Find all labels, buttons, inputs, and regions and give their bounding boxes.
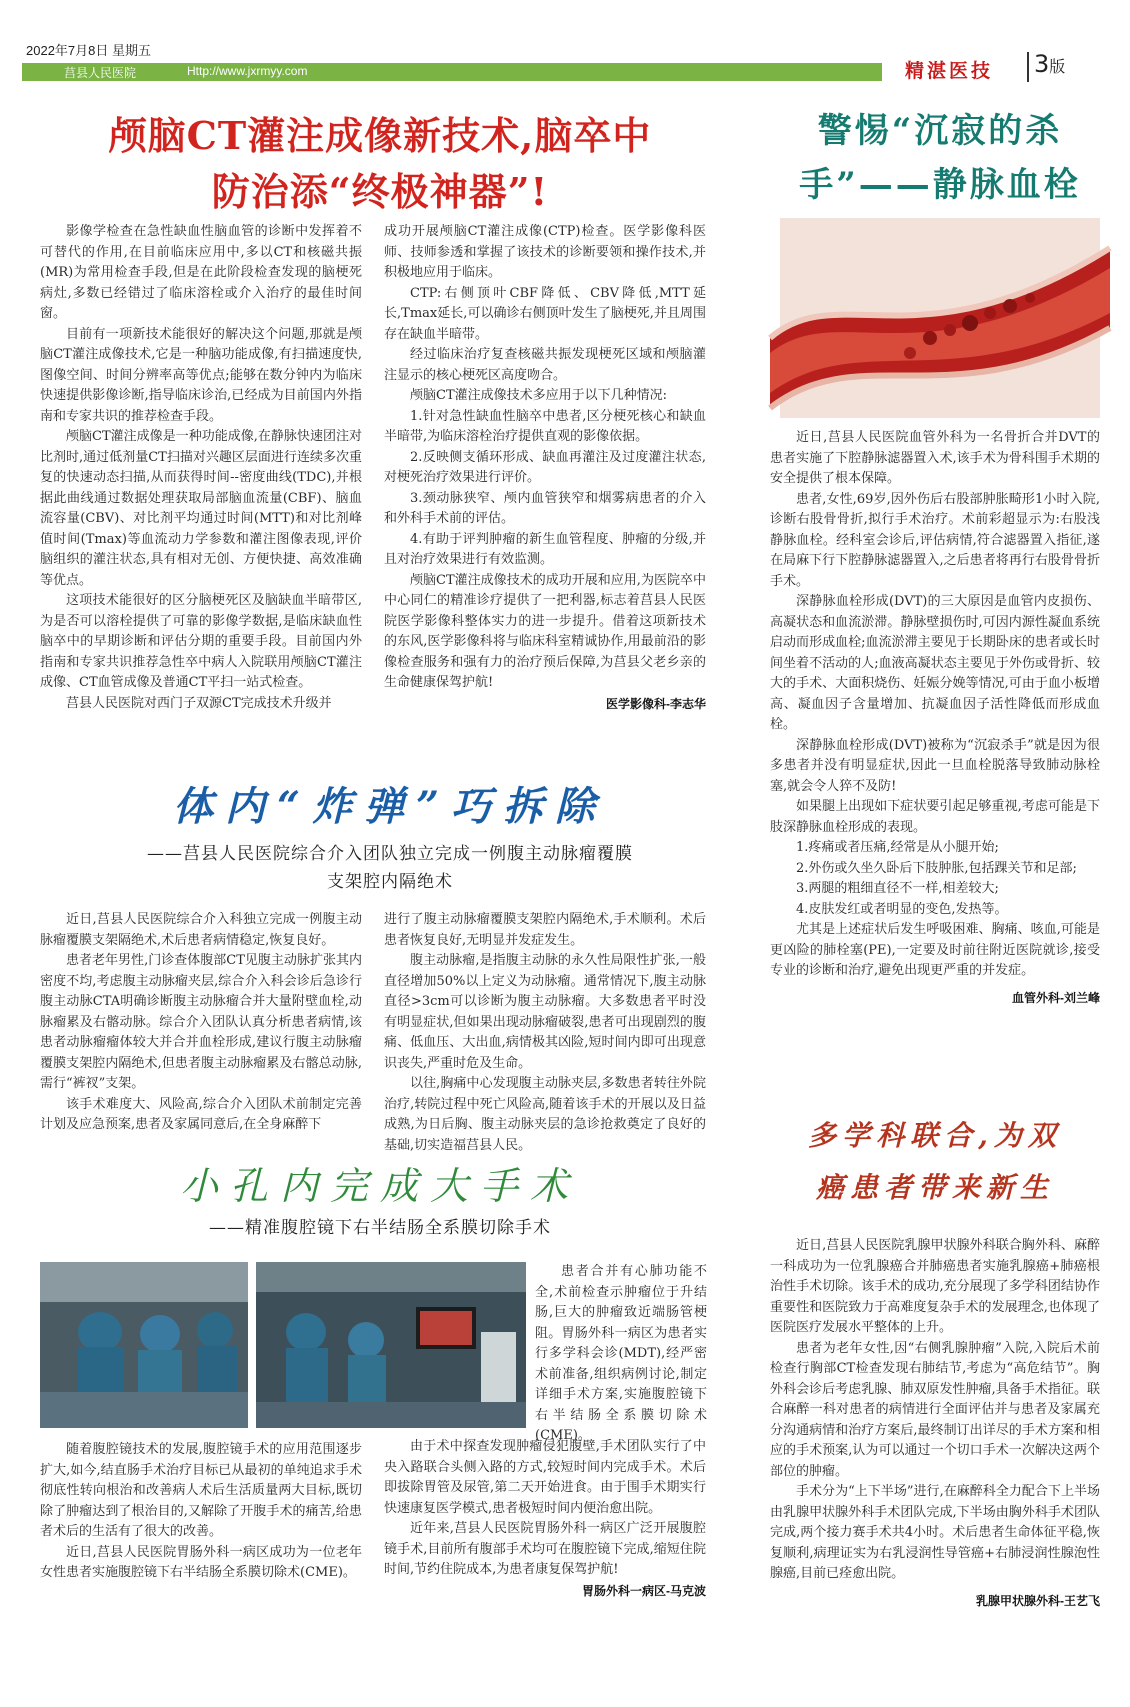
section-masthead: 精湛医技: [905, 60, 994, 82]
article3-subtitle: ——莒县人民医院综合介入团队独立完成一例腹主动脉瘤覆膜 支架腔内隔绝术: [147, 844, 633, 892]
hospital-url[interactable]: Http://www.jxrmyy.com: [187, 64, 308, 78]
article4-subtitle: ——精准腹腔镜下右半结肠全系膜切除手术: [209, 1218, 551, 1238]
article5-signature: 乳腺甲状腺外科-王艺飞: [976, 1593, 1100, 1608]
page-number: 3版: [1034, 50, 1066, 78]
article2-body: 近日,莒县人民医院血管外科为一名骨折合并DVT的患者实施了下腔静脉滤器置入术,该手术为骨科围手术期的安全提供了根本保障。 患者,女性,69岁,因外伤后右股部肿胀畸形1小时入院,诊断右股骨骨折,拟行手术治疗。术前彩超显示为:右股浅静脉血栓。经科室会诊后,评估病情,符合滤器置入指征,遂在局麻下行下腔静脉滤器置入,之后患者将再行右股骨骨折手术。 深静脉血栓形成(DVT)的三大原因是血管内皮损伤、高凝状态和血流淤滞。静脉壁损伤时,可因内源性凝血系统启动而形成血栓;血流淤滞主要见于长期卧床的患者或长时间坐着不活动的人;血液高凝状态主要见于外伤或骨折、较大的手术、大面积烧伤、妊娠分娩等情况,可由于血小板增高、凝血因子含量增加、抗凝血因子活性降低而形成血栓。 深静脉血栓形成(DVT)被称为“沉寂杀手”就是因为很多患者并没有明显症状,因此一旦血栓脱落导致肺动脉栓塞,就会令人猝不及防! 如果腿上出现如下症状要引起足够重视,考虑可能是下肢深静脉血栓形成的表现。 1.疼痛或者压痛,经常是从小腿开始; 2.外伤或久坐久卧后下肢肿胀,包括踝关节和足部; 3.两腿的粗细直径不一样,相差较大; 4.皮肤发红或者明显的变色,发热等。 尤其是上述症状后发生呼吸困难、胸痛、咳血,可能是更凶险的肺栓塞(PE),一定要及时前往附近医院就诊,接受专业的诊断和治疗,避免出现更严重的并发症。 血管外科-刘兰峰: [770, 428, 1100, 1008]
surgery-photo-1: [40, 1262, 248, 1428]
hospital-name: 莒县人民医院: [64, 66, 137, 80]
header-bar: [22, 63, 882, 81]
article1-column2: 成功开展颅脑CT灌注成像(CTP)检查。医学影像科医师、技师参透和掌握了该技术的诊断要领和操作技术,并积极地应用于临床。 CTP:右侧顶叶CBF降低、CBV降低,MTT延长,Tmax延长,可以确诊右侧顶叶发生了脑梗死,并且周围存在缺血半暗带。 经过临床治疗复查核磁共振发现梗死区域和颅脑灌注显示的核心梗死区高度吻合。 颅脑CT灌注成像技术多应用于以下几种情况: 1.针对急性缺血性脑卒中患者,区分梗死核心和缺血半暗带,为临床溶栓治疗提供直观的影像依据。 2.反映侧支循环形成、缺血再灌注及过度灌注状态,对梗死治疗效果进行评价。 3.颈动脉狭窄、颅内血管狭窄和烟雾病患者的介入和外科手术前的评估。 4.有助于评判肿瘤的新生血管程度、肿瘤的分级,并且对治疗效果进行有效监测。 颅脑CT灌注成像技术的成功开展和应用,为医院卒中中心同仁的精准诊疗提供了一把利器,标志着莒县人民医院医学影像科整体实力的进一步提升。借着这项新技术的东风,医学影像科将与临床科室精诚协作,用最前沿的影像检查服务和强有力的治疗预后保障,为莒县父老乡亲的生命健康保驾护航! 医学影像科-李志华: [384, 222, 706, 714]
article3-column1: 近日,莒县人民医院综合介入科独立完成一例腹主动脉瘤覆膜支架隔绝术,术后患者病情稳定,恢复良好。 患者老年男性,门诊查体腹部CT见腹主动脉扩张其内密度不均,考虑腹主动脉瘤夹层,综合介入科会诊后急诊行腹主动脉CTA明确诊断腹主动脉瘤合并大量附壁血栓,动脉瘤累及右髂动脉。综合介入团队认真分析患者病情,该患者动脉瘤瘤体较大并合并血栓形成,建议行腹主动脉瘤覆膜支架腔内隔绝术,但患者腹主动脉瘤累及右髂总动脉,需行“裤衩”支架。 该手术难度大、风险高,综合介入团队术前制定完善计划及应急预案,患者及家属同意后,在全身麻醉下: [40, 912, 362, 1132]
article2-headline: 警惕“沉寂的杀 手”——静脉血栓: [799, 111, 1081, 205]
article1-column1: 影像学检查在急性缺血性脑血管的诊断中发挥着不可替代的作用,在目前临床应用中,多以CT和核磁共振(MR)为常用检查手段,但是在此阶段检查发现的脑梗死病灶,多数已经错过了临床溶栓或介入治疗的最佳时间窗。 目前有一项新技术能很好的解决这个问题,那就是颅脑CT灌注成像技术,它是一种脑功能成像,有扫描速度快,图像空间、时间分辨率高等优点;能够在数分钟内为临床快速提供影像诊断,指导临床诊治,已经成为目前国内外指南和专家共识的推荐检查手段。 颅脑CT灌注成像是一种功能成像,在静脉快速团注对比剂时,通过低剂量CT扫描对兴趣区层面进行连续多次重复的快速动态扫描,从而获得时间--密度曲线(TDC),并根据此曲线通过数据处理获取局部脑血流量(CBF)、脑血流容量(CBV)、对比剂平均通过时间(MTT)和对比剂峰值时间(Tmax)等血流动力学参数和灌注图像表现,评价脑组织的灌注状态,具有相对无创、方便快捷、高效准确等优点。 这项技术能很好的区分脑梗死区及脑缺血半暗带区,为是否可以溶栓提供了可靠的影像学数据,是临床缺血性脑卒中的早期诊断和评估分期的重要手段。目前国内外指南和专家共识推荐急性卒中病人入院联用颅脑CT灌注成像、CT血管成像及普通CT平扫一站式检查。 莒县人民医院对西门子双源CT完成技术升级并: [40, 224, 362, 711]
surgery-photo-2: [256, 1262, 526, 1428]
article3-headline: 体内“炸弹”巧拆除: [172, 783, 607, 830]
article1-signature: 医学影像科-李志华: [606, 696, 706, 711]
issue-date: 2022年7月8日 星期五: [26, 43, 151, 58]
article5-headline: 多学科联合,为双 癌患者带来新生: [808, 1119, 1062, 1204]
article4-signature: 胃肠外科一病区-马克波: [582, 1583, 706, 1598]
article2-signature: 血管外科-刘兰峰: [1012, 990, 1100, 1005]
article4-column2: 由于术中探查发现肿瘤侵犯腹壁,手术团队实行了中央入路联合头侧入路的方式,较短时间内完成手术。术后即拔除胃管及尿管,第二天开始进食。由于围手术期实行快速康复医学模式,患者极短时间内便治愈出院。 近年来,莒县人民医院胃肠外科一病区广泛开展腹腔镜手术,目前所有腹部手术均可在腹腔镜下完成,缩短住院时间,节约住院成本,为患者康复保驾护航! 胃肠外科一病区-马克波: [384, 1437, 706, 1601]
article4-column2-top: 患者合并有心肺功能不全,术前检查示肿瘤位于升结肠,巨大的肿瘤致近端肠管梗阻。胃肠外科一病区为患者实行多学科会诊(MDT),经严密术前准备,组织病例讨论,制定详细手术方案,实施腹腔镜下右半结肠全系膜切除术(CME)。: [535, 1264, 707, 1443]
masthead-divider: [1027, 52, 1029, 82]
article3-column2: 进行了腹主动脉瘤覆膜支架腔内隔绝术,手术顺利。术后患者恢复良好,无明显并发症发生。 腹主动脉瘤,是指腹主动脉的永久性局限性扩张,一般直径增加50%以上定义为动脉瘤。通常情况下,腹主动脉直径>3cm可以诊断为腹主动脉瘤。大多数患者平时没有明显症状,但如果出现动脉瘤破裂,患者可出现剧烈的腹痛、低血压、大出血,病情极其凶险,短时间内即可出现意识丧失,严重时危及生命。 以往,胸痛中心发现腹主动脉夹层,多数患者转往外院治疗,转院过程中死亡风险高,随着该手术的开展以及日益成熟,为日后胸、腹主动脉夹层的急诊抢救奠定了良好的基础,切实造福莒县人民。: [384, 912, 706, 1153]
vein-illustration: [780, 218, 1100, 418]
article4-headline: 小孔内完成大手术: [179, 1164, 580, 1208]
article1-headline: 颅脑CT灌注成像新技术,脑卒中 防治添“终极神器”!: [108, 113, 652, 214]
article5-body: 近日,莒县人民医院乳腺甲状腺外科联合胸外科、麻醉一科成功为一位乳腺癌合并肺癌患者实施乳腺癌+肺癌根治性手术切除。该手术的成功,充分展现了多学科团结协作重要性和医院致力于高难度复杂手术的发展理念,也体现了医院医疗发展水平整体的上升。 患者为老年女性,因“右侧乳腺肿瘤”入院,入院后术前检查行胸部CT检查发现右肺结节,考虑为“高危结节”。胸外科会诊后考虑乳腺、肺双原发性肿瘤,具备手术指征。联合麻醉一科对患者的病情进行全面评估并与患者及家属充分沟通病情和治疗方案后,最终制订出详尽的手术方案和相应的手术预案,认为可以通过一个切口手术一次解决这两个部位的肿瘤。 手术分为“上下半场”进行,在麻醉科全力配合下上半场由乳腺甲状腺外科手术团队完成,下半场由胸外科手术团队完成,两个接力赛手术共4小时。术后患者生命体征平稳,恢复顺利,病理证实为右乳浸润性导管癌+右肺浸润性腺泡性腺癌,目前已痊愈出院。 乳腺甲状腺外科-王艺飞: [770, 1236, 1100, 1611]
article4-column1: 随着腹腔镜技术的发展,腹腔镜手术的应用范围逐步扩大,如今,结直肠手术治疗目标已从最初的单纯追求手术彻底性转向根治和改善病人术后生活质量两大目标,既切除了肿瘤达到了根治目的,又解除了开腹手术的痛苦,给患者术后的生活有了很大的改善。 近日,莒县人民医院胃肠外科一病区成功为一位老年女性患者实施腹腔镜下右半结肠全系膜切除术(CME)。: [40, 1442, 362, 1580]
